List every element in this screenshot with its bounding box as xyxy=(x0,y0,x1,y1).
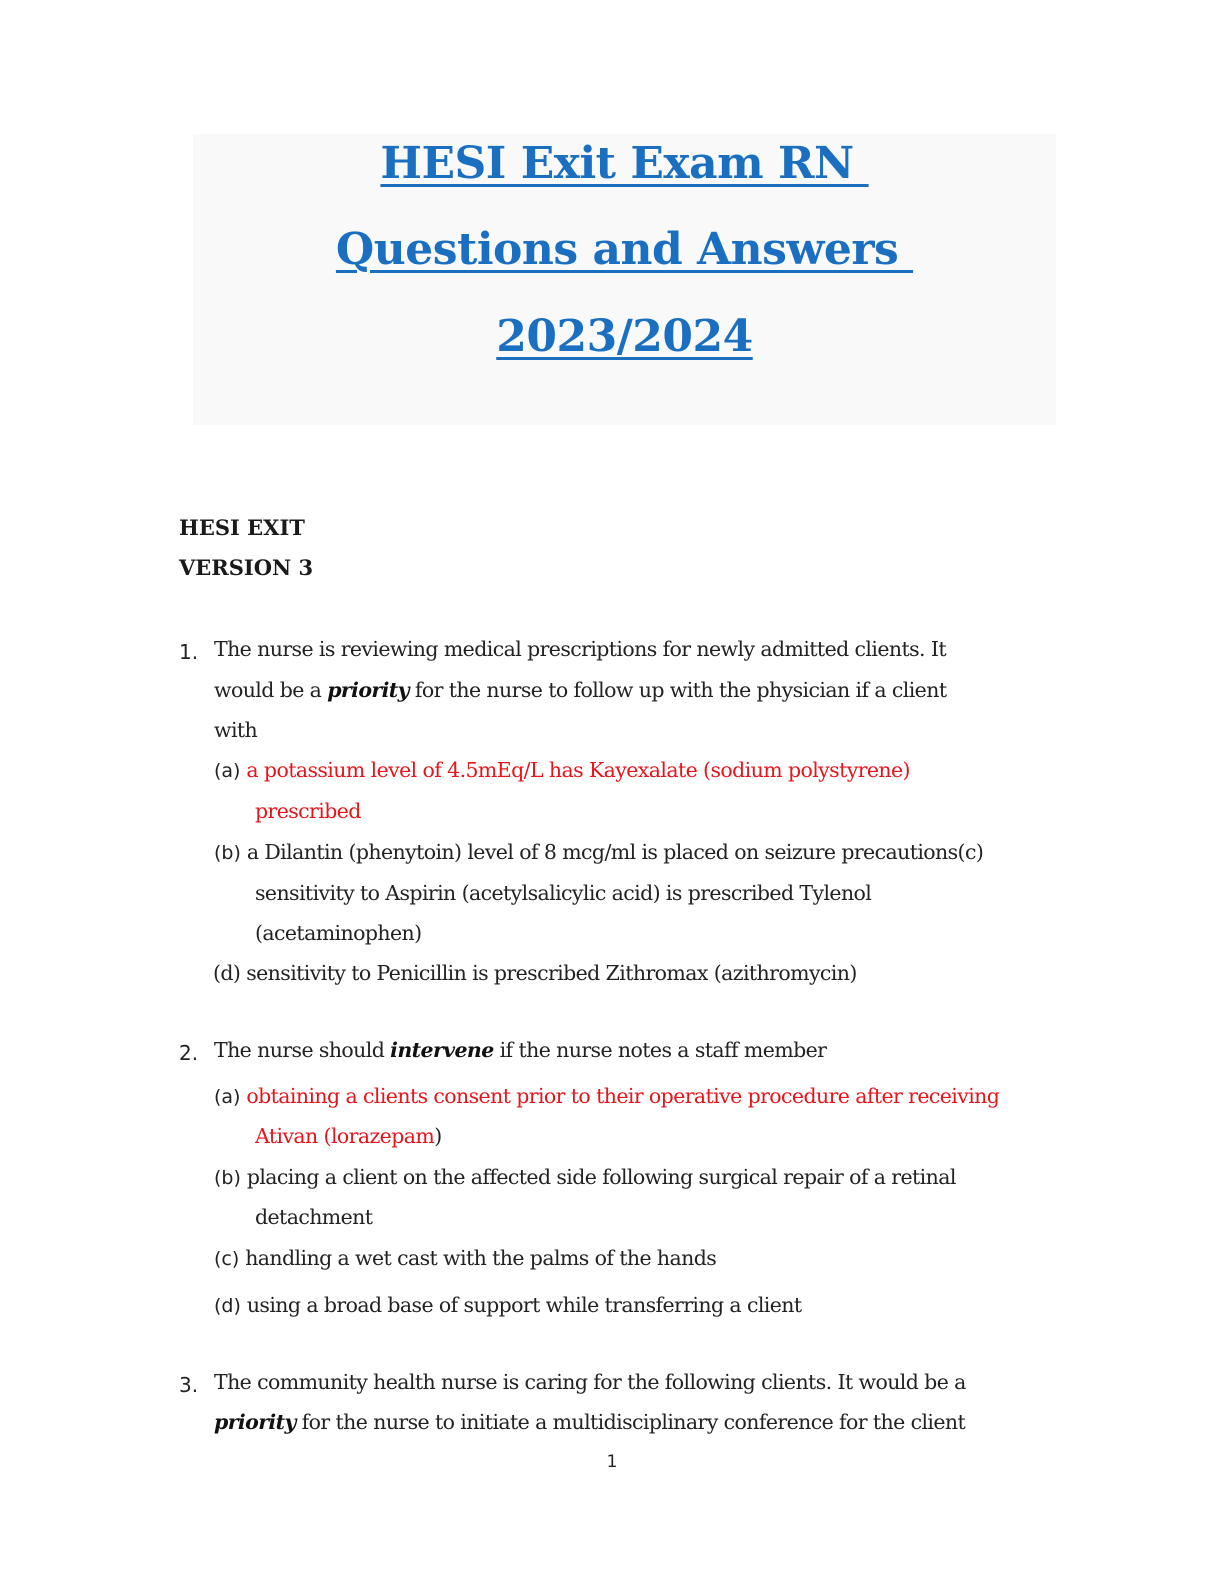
question-text-line xyxy=(214,678,946,702)
title-line-1: HESI Exit Exam RN xyxy=(380,138,869,189)
option-text: using a broad base of support while transferring a client xyxy=(246,1293,802,1317)
answer-option-b xyxy=(214,1165,956,1189)
answer-option-a xyxy=(214,1084,999,1108)
title-line-3: 2023/2024 xyxy=(496,311,753,362)
option-text: detachment xyxy=(255,1205,373,1229)
option-text: handling a wet cast with the palms of the hands xyxy=(245,1246,717,1270)
answer-option-c xyxy=(214,1246,716,1270)
section-heading-2: VERSION 3 xyxy=(179,555,314,580)
question-text-line: The community health nurse is caring for the following clients. It would be a xyxy=(214,1370,966,1394)
text-span: ) xyxy=(434,1124,442,1148)
page-number: 1 xyxy=(606,1452,618,1472)
answer-option-d: (d) sensitivity to Penicillin is prescribed Zithromax (azithromycin) xyxy=(213,961,857,985)
emphasis-text: priority xyxy=(327,678,409,702)
option-label: (d) xyxy=(214,1295,241,1317)
section-heading-1: HESI EXIT xyxy=(179,515,305,540)
emphasis-text: priority xyxy=(214,1410,296,1434)
option-text: a Dilantin (phenytoin) level of 8 mcg/ml is placed on seizure precautions(c) xyxy=(246,840,984,864)
text-span: for the nurse to follow up with the physician if a client xyxy=(408,678,947,702)
answer-option-b xyxy=(214,840,983,864)
answer-option-d xyxy=(214,1293,802,1317)
emphasis-text: intervene xyxy=(390,1038,494,1062)
option-label: (a) xyxy=(214,760,241,782)
text-span: if the nurse notes a staff member xyxy=(493,1038,827,1062)
option-label: (b) xyxy=(214,1167,241,1189)
correct-answer-text: obtaining a clients consent prior to their operative procedure after receiving xyxy=(246,1084,1000,1108)
option-text: sensitivity to Aspirin (acetylsalicylic acid) is prescribed Tylenol xyxy=(255,881,872,905)
option-text: placing a client on the affected side following surgical repair of a retinal xyxy=(246,1165,956,1189)
title-line-2: Questions and Answers xyxy=(335,224,914,275)
question-text-line: with xyxy=(214,718,258,742)
answer-option-a xyxy=(214,758,910,782)
title-box xyxy=(193,134,1056,425)
text-span: would be a xyxy=(214,678,328,702)
question-text-line xyxy=(214,1038,826,1062)
question-number: 3. xyxy=(179,1373,199,1397)
answer-continuation xyxy=(255,1124,442,1148)
text-span: The nurse should xyxy=(214,1038,391,1062)
text-span: for the nurse to initiate a multidisciplinary conference for the client xyxy=(295,1410,966,1434)
correct-answer-text: Ativan (lorazepam xyxy=(255,1124,435,1148)
correct-answer-text: prescribed xyxy=(255,799,361,823)
question-text-line xyxy=(214,1410,965,1434)
question-number: 2. xyxy=(179,1041,199,1065)
question-text-line: The nurse is reviewing medical prescriptions for newly admitted clients. It xyxy=(214,637,946,661)
question-number: 1. xyxy=(179,640,199,664)
option-label: (b) xyxy=(214,842,241,864)
option-label: (a) xyxy=(214,1086,241,1108)
correct-answer-text: a potassium level of 4.5mEq/L has Kayexalate (sodium polystyrene) xyxy=(246,758,910,782)
option-label: (c) xyxy=(214,1248,240,1270)
option-text: (acetaminophen) xyxy=(255,921,422,945)
